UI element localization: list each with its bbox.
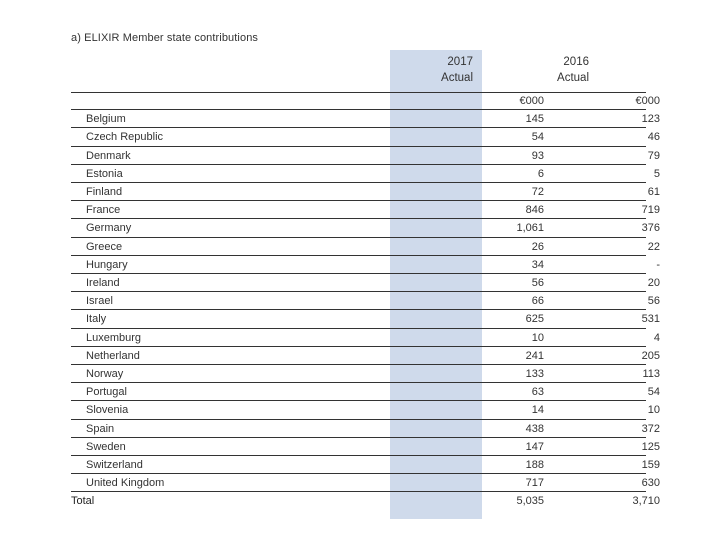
table-row bbox=[71, 456, 660, 474]
value-2017: 133 bbox=[525, 368, 544, 380]
value-2017: 66 bbox=[531, 295, 544, 308]
value-2017: 188 bbox=[525, 459, 544, 471]
country-name: Sweden bbox=[86, 440, 126, 453]
table-row bbox=[71, 128, 660, 146]
value-2016: 630 bbox=[641, 477, 660, 490]
country-name: Norway bbox=[86, 368, 124, 380]
table-row bbox=[71, 147, 660, 165]
value-2016: 79 bbox=[647, 149, 660, 162]
total-2016: 3,710 bbox=[632, 495, 660, 508]
column-header-2016 bbox=[500, 54, 589, 86]
table-row bbox=[71, 365, 660, 383]
total-row bbox=[71, 492, 660, 510]
value-2017: 72 bbox=[531, 186, 544, 198]
table-row bbox=[71, 310, 660, 328]
table-row bbox=[71, 274, 660, 292]
table-row bbox=[71, 165, 660, 183]
unit-2016: €000 bbox=[635, 95, 660, 107]
value-2016: 4 bbox=[653, 331, 660, 344]
value-2017: 10 bbox=[531, 331, 544, 344]
country-name: Belgium bbox=[86, 113, 126, 126]
country-name: Germany bbox=[86, 222, 132, 235]
country-name: Italy bbox=[86, 313, 107, 326]
value-2017: 26 bbox=[531, 240, 544, 253]
country-name: Finland bbox=[86, 186, 123, 198]
value-2017: 147 bbox=[525, 440, 544, 453]
column-header-2017 bbox=[400, 54, 473, 86]
table-row bbox=[71, 256, 660, 274]
country-name: Switzerland bbox=[86, 459, 143, 471]
value-2016: 5 bbox=[653, 167, 660, 180]
value-2016: - bbox=[656, 258, 660, 271]
value-2016: 56 bbox=[647, 295, 660, 308]
value-2016: 376 bbox=[641, 222, 660, 235]
country-name: United Kingdom bbox=[86, 477, 165, 490]
column-sub-2016: Actual bbox=[557, 72, 589, 84]
country-name: Hungary bbox=[86, 258, 128, 271]
table-title: a) ELIXIR Member state contributions bbox=[71, 32, 259, 44]
value-2017: 56 bbox=[531, 277, 544, 289]
table-row bbox=[71, 420, 660, 438]
total-2017: 5,035 bbox=[516, 495, 544, 508]
value-2016: 719 bbox=[641, 204, 660, 217]
value-2016: 61 bbox=[647, 186, 660, 198]
country-name: Portugal bbox=[86, 386, 127, 399]
value-2016: 113 bbox=[642, 368, 660, 380]
country-name: Greece bbox=[86, 240, 123, 253]
table-row bbox=[71, 401, 660, 419]
value-2016: 10 bbox=[647, 404, 660, 417]
table-row bbox=[71, 110, 660, 128]
country-name: Denmark bbox=[86, 149, 131, 162]
value-2016: 531 bbox=[641, 313, 660, 326]
value-2017: 241 bbox=[525, 349, 544, 362]
value-2017: 34 bbox=[531, 258, 544, 271]
value-2017: 145 bbox=[525, 113, 544, 126]
table-row bbox=[71, 219, 660, 237]
value-2017: 625 bbox=[525, 313, 544, 326]
value-2017: 717 bbox=[525, 477, 544, 490]
value-2016: 125 bbox=[641, 440, 660, 453]
table-row bbox=[71, 201, 660, 219]
value-2016: 372 bbox=[641, 422, 660, 435]
value-2016: 205 bbox=[641, 349, 660, 362]
column-year-2016: 2016 bbox=[563, 56, 589, 68]
country-name: Spain bbox=[86, 422, 115, 435]
value-2017: 846 bbox=[525, 204, 544, 217]
value-2017: 14 bbox=[531, 404, 544, 417]
table-row bbox=[71, 329, 660, 347]
unit-row bbox=[71, 92, 660, 110]
column-year-2017: 2017 bbox=[447, 56, 473, 68]
value-2016: 123 bbox=[641, 113, 660, 126]
table-row bbox=[71, 474, 660, 492]
table-row bbox=[71, 292, 660, 310]
table-row bbox=[71, 438, 660, 456]
country-name: Estonia bbox=[86, 167, 123, 180]
table-row bbox=[71, 347, 660, 365]
value-2017: 63 bbox=[531, 386, 544, 399]
country-name: Ireland bbox=[86, 277, 120, 289]
value-2016: 159 bbox=[641, 459, 660, 471]
value-2017: 93 bbox=[531, 149, 544, 162]
country-name: Netherland bbox=[86, 349, 140, 362]
total-label: Total bbox=[71, 495, 95, 508]
country-name: Israel bbox=[86, 295, 113, 308]
column-sub-2017: Actual bbox=[441, 72, 473, 84]
value-2016: 54 bbox=[647, 386, 660, 399]
value-2017: 6 bbox=[537, 167, 544, 180]
country-name: Czech Republic bbox=[86, 131, 164, 144]
value-2017: 54 bbox=[531, 131, 544, 144]
unit-2017: €000 bbox=[519, 95, 544, 107]
value-2016: 46 bbox=[647, 131, 660, 144]
country-name: Slovenia bbox=[86, 404, 129, 417]
value-2016: 22 bbox=[647, 240, 660, 253]
country-name: Luxemburg bbox=[86, 331, 142, 344]
table-row bbox=[71, 183, 660, 201]
table-row bbox=[71, 383, 660, 401]
country-name: France bbox=[86, 204, 121, 217]
value-2016: 20 bbox=[647, 277, 660, 289]
value-2017: 1,061 bbox=[516, 222, 544, 235]
table-row bbox=[71, 238, 660, 256]
value-2017: 438 bbox=[525, 422, 544, 435]
